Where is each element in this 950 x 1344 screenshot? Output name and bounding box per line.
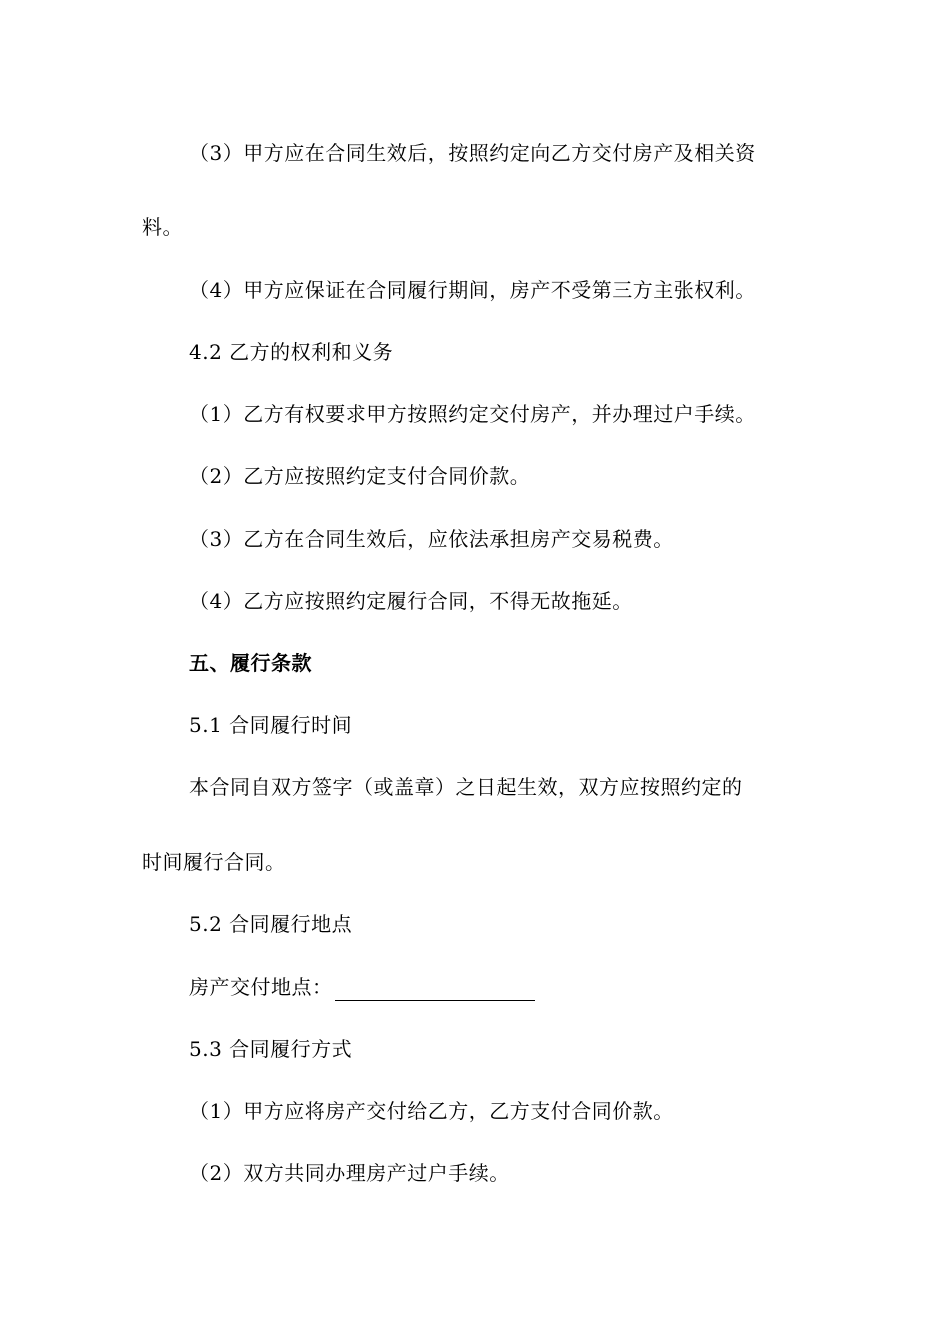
section-5-1-heading: 5.1 合同履行时间 bbox=[189, 713, 353, 737]
delivery-location-row bbox=[189, 973, 535, 1001]
section-4-2-heading: 4.2 乙方的权利和义务 bbox=[189, 340, 394, 364]
clause-4-2-1: （1）乙方有权要求甲方按照约定交付房产，并办理过户手续。 bbox=[189, 402, 756, 426]
delivery-location-blank[interactable] bbox=[335, 978, 535, 1001]
section-5-2-heading: 5.2 合同履行地点 bbox=[189, 912, 353, 936]
clause-4-2-3: （3）乙方在合同生效后，应依法承担房产交易税费。 bbox=[189, 527, 674, 551]
section-5-3-heading: 5.3 合同履行方式 bbox=[189, 1037, 353, 1061]
section-5-heading: 五、履行条款 bbox=[189, 651, 312, 675]
clause-4-1-3-line-2: 料。 bbox=[142, 215, 183, 239]
clause-5-3-2: （2）双方共同办理房产过户手续。 bbox=[189, 1161, 510, 1185]
clause-4-2-4: （4）乙方应按照约定履行合同，不得无故拖延。 bbox=[189, 589, 633, 613]
clause-5-1-line-2: 时间履行合同。 bbox=[142, 850, 286, 874]
delivery-location-label: 房产交付地点： bbox=[189, 975, 333, 999]
clause-5-3-1: （1）甲方应将房产交付给乙方，乙方支付合同价款。 bbox=[189, 1099, 674, 1123]
clause-4-2-2: （2）乙方应按照约定支付合同价款。 bbox=[189, 464, 531, 488]
clause-4-1-4: （4）甲方应保证在合同履行期间，房产不受第三方主张权利。 bbox=[189, 278, 756, 302]
clause-5-1-line-1: 本合同自双方签字（或盖章）之日起生效，双方应按照约定的 bbox=[189, 775, 743, 799]
clause-4-1-3-line-1: （3）甲方应在合同生效后，按照约定向乙方交付房产及相关资 bbox=[189, 141, 756, 165]
